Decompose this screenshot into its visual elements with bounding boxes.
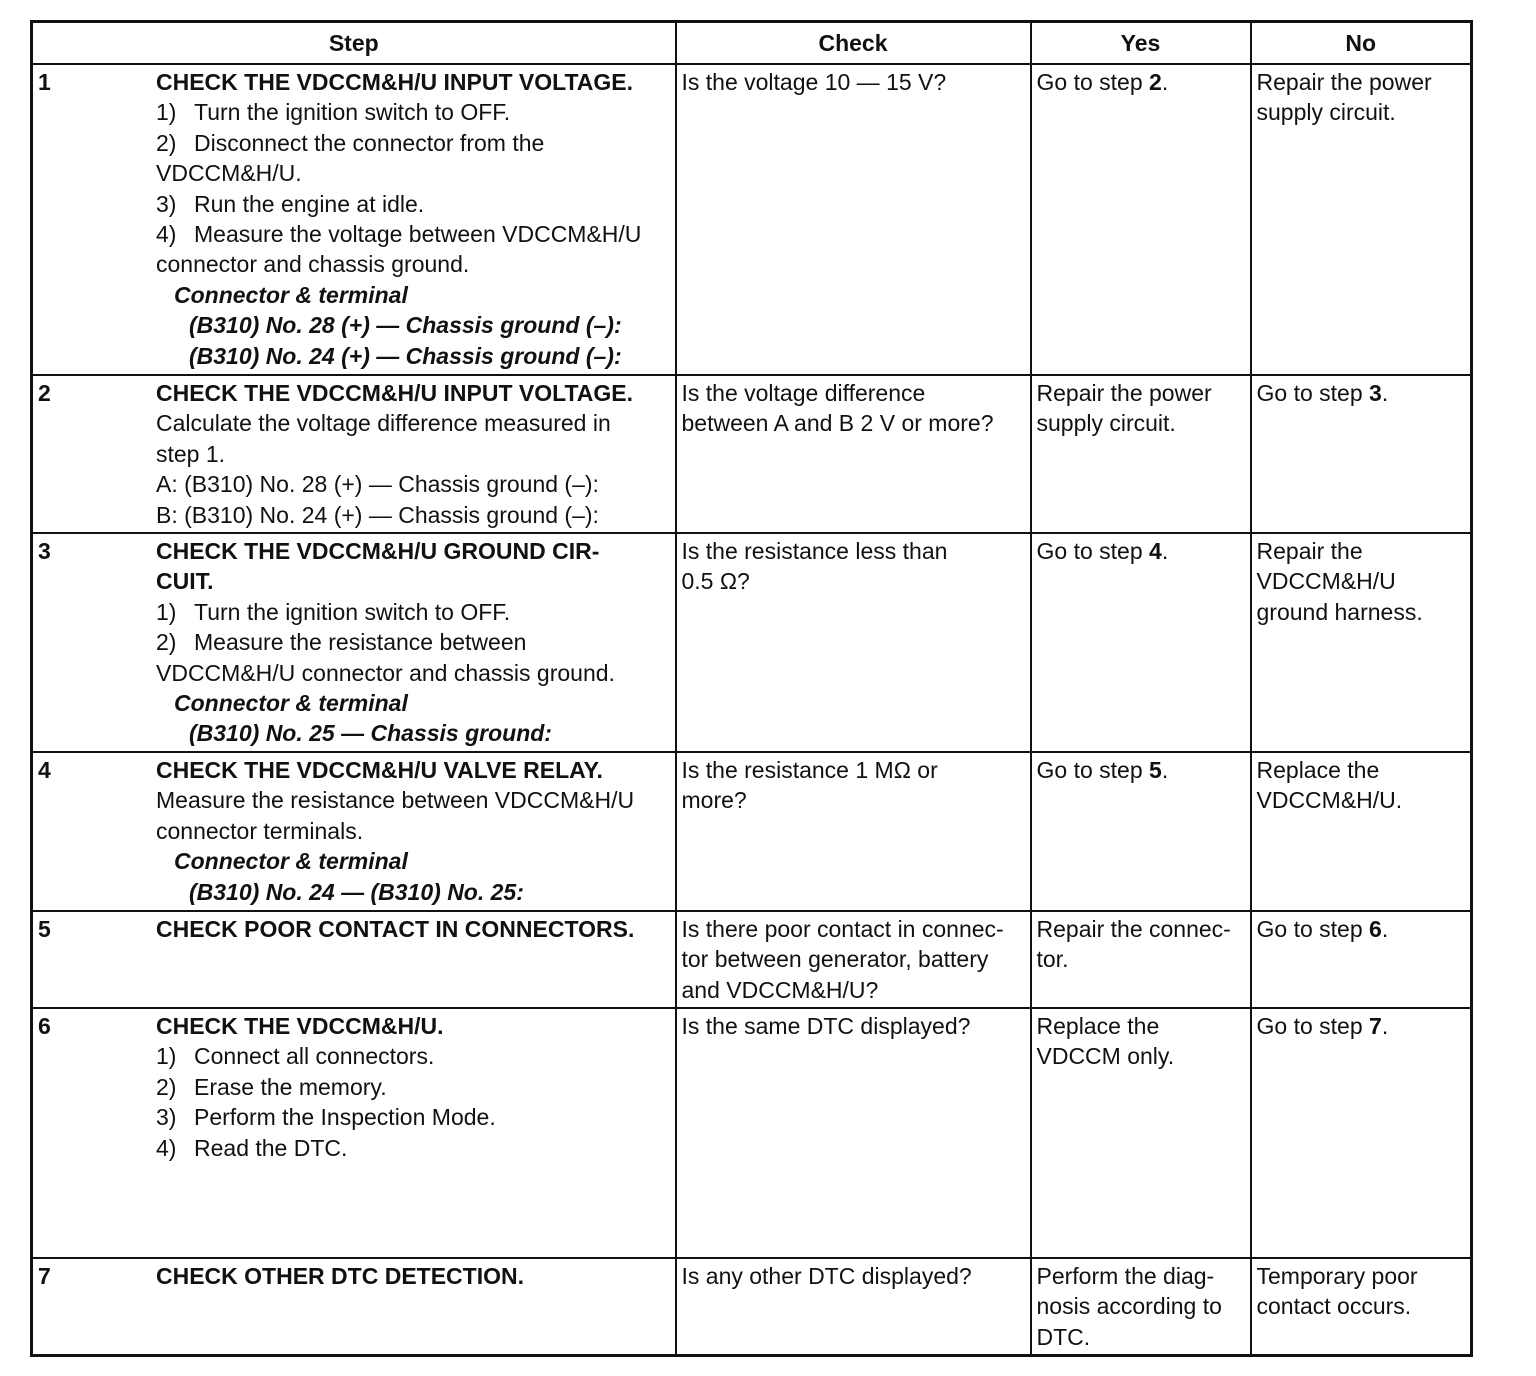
table-header-row	[32, 22, 1472, 65]
step-item: 4) Read the DTC.	[156, 1134, 348, 1161]
check-cell: Is the resistance 1 MΩ or more?	[676, 752, 1031, 911]
step-number: 2	[38, 380, 51, 406]
yes-cell: Replace the VDCCM only.	[1031, 1008, 1251, 1258]
step-title: CHECK THE VDCCM&H/U GROUND CIR-	[156, 538, 600, 564]
no-cell: Repair the VDCCM&H/U ground harness.	[1251, 533, 1472, 752]
terminal-spec: (B310) No. 25 — Chassis ground:	[189, 720, 552, 747]
step-text: B: (B310) No. 24 (+) — Chassis ground (–):	[156, 501, 599, 528]
table-row	[32, 1258, 1472, 1355]
yes-cell: Repair the power supply circuit.	[1031, 375, 1251, 533]
table-row	[32, 752, 1472, 911]
check-cell: Is there poor contact in connec- tor between generator, battery and VDCCM&H/U?	[676, 911, 1031, 1008]
step-item: 2) Erase the memory.	[156, 1073, 387, 1100]
table-row	[32, 1008, 1472, 1258]
step-item: 2) Disconnect the connector from the	[156, 129, 545, 156]
step-number: 7	[38, 1263, 51, 1289]
table-row	[32, 375, 1472, 533]
no-cell: Repair the power supply circuit.	[1251, 64, 1472, 375]
step-number: 5	[38, 916, 51, 942]
step-item: 1) Turn the ignition switch to OFF.	[156, 99, 511, 126]
header-no: No	[1251, 22, 1472, 65]
yes-cell: Repair the connec- tor.	[1031, 911, 1251, 1008]
step-cell	[32, 911, 676, 1008]
step-cell	[32, 64, 676, 375]
step-number: 3	[38, 538, 51, 564]
yes-cell: Go to step 4.	[1031, 533, 1251, 752]
check-cell: Is the voltage difference between A and B 2 V or more?	[676, 375, 1031, 533]
step-item: 3) Perform the Inspection Mode.	[156, 1104, 496, 1131]
no-cell: Go to step 3.	[1251, 375, 1472, 533]
step-text: connector terminals.	[156, 817, 364, 844]
table-row	[32, 64, 1472, 375]
step-item-continuation: VDCCM&H/U.	[156, 160, 302, 187]
step-number: 6	[38, 1013, 51, 1039]
terminal-spec: (B310) No. 24 — (B310) No. 25:	[189, 878, 524, 905]
yes-cell: Perform the diag- nosis according to DTC.	[1031, 1258, 1251, 1355]
check-cell: Is the resistance less than 0.5 Ω?	[676, 533, 1031, 752]
step-item-continuation: VDCCM&H/U connector and chassis ground.	[156, 659, 615, 686]
step-item: 1) Turn the ignition switch to OFF.	[156, 598, 511, 625]
step-cell	[32, 752, 676, 911]
step-title: CHECK THE VDCCM&H/U VALVE RELAY.	[156, 757, 603, 783]
no-cell: Temporary poor contact occurs.	[1251, 1258, 1472, 1355]
step-title: CHECK THE VDCCM&H/U INPUT VOLTAGE.	[156, 69, 634, 95]
step-cell	[32, 533, 676, 752]
step-title: CUIT.	[156, 568, 214, 595]
connector-label: Connector & terminal	[174, 690, 408, 717]
header-check: Check	[676, 22, 1031, 65]
diagnostic-table	[30, 20, 1473, 1357]
step-text: A: (B310) No. 28 (+) — Chassis ground (–):	[156, 471, 599, 498]
step-cell	[32, 1258, 676, 1355]
step-text: Measure the resistance between VDCCM&H/U	[156, 787, 635, 814]
yes-cell: Go to step 5.	[1031, 752, 1251, 911]
step-cell	[32, 1008, 676, 1258]
no-cell: Replace the VDCCM&H/U.	[1251, 752, 1472, 911]
step-text: step 1.	[156, 440, 226, 467]
step-title: CHECK OTHER DTC DETECTION.	[156, 1263, 524, 1289]
step-item-continuation: connector and chassis ground.	[156, 251, 470, 278]
step-item: 3) Run the engine at idle.	[156, 190, 425, 217]
step-title: CHECK THE VDCCM&H/U INPUT VOLTAGE.	[156, 380, 634, 406]
no-cell: Go to step 7.	[1251, 1008, 1472, 1258]
step-cell	[32, 375, 676, 533]
header-yes: Yes	[1031, 22, 1251, 65]
step-number: 4	[38, 757, 51, 783]
step-item: 2) Measure the resistance between	[156, 629, 527, 656]
header-step: Step	[32, 22, 676, 65]
step-title: CHECK POOR CONTACT IN CONNECTORS.	[156, 916, 635, 942]
terminal-spec: (B310) No. 28 (+) — Chassis ground (–):	[189, 312, 622, 339]
table-row	[32, 533, 1472, 752]
step-number: 1	[38, 69, 51, 95]
step-text: Calculate the voltage difference measured in	[156, 410, 611, 437]
check-cell: Is the same DTC displayed?	[676, 1008, 1031, 1258]
step-item: 1) Connect all connectors.	[156, 1043, 435, 1070]
step-item: 4) Measure the voltage between VDCCM&H/U	[156, 221, 642, 248]
check-cell: Is any other DTC displayed?	[676, 1258, 1031, 1355]
yes-cell: Go to step 2.	[1031, 64, 1251, 375]
terminal-spec: (B310) No. 24 (+) — Chassis ground (–):	[189, 342, 622, 369]
connector-label: Connector & terminal	[174, 281, 408, 308]
step-title: CHECK THE VDCCM&H/U.	[156, 1013, 444, 1039]
table-row	[32, 911, 1472, 1008]
connector-label: Connector & terminal	[174, 848, 408, 875]
no-cell: Go to step 6.	[1251, 911, 1472, 1008]
check-cell: Is the voltage 10 — 15 V?	[676, 64, 1031, 375]
